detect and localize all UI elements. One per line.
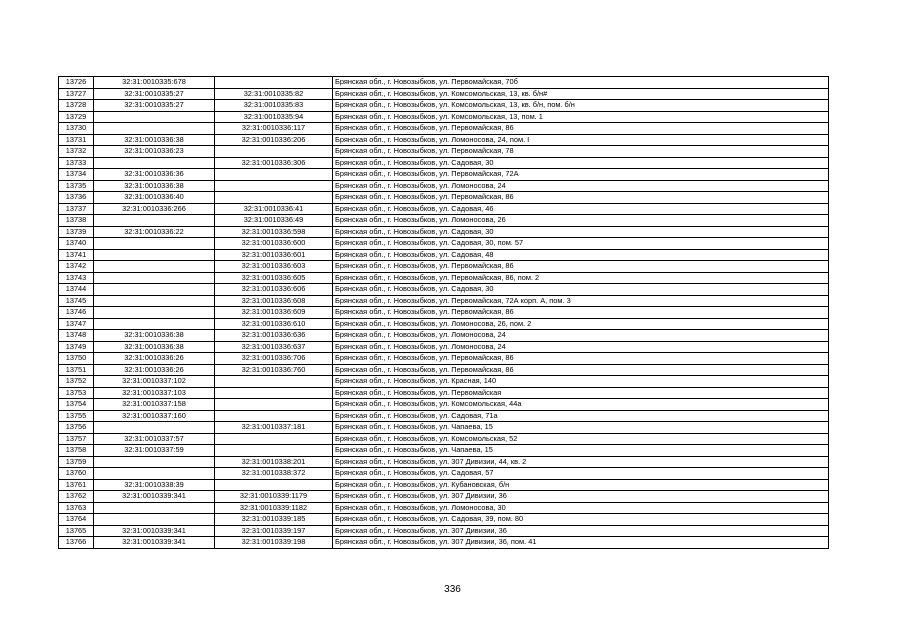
land-plot-cadastral-cell — [94, 295, 215, 307]
table-row — [59, 456, 829, 468]
address-cell: Брянская обл., г. Новозыбков, ул. Первомайская, 86 — [333, 192, 829, 204]
land-plot-cadastral-cell — [94, 284, 215, 296]
land-plot-cadastral-cell — [94, 307, 215, 319]
address-cell: Брянская обл., г. Новозыбков, ул. Ломоносова, 30 — [333, 502, 829, 514]
land-plot-cadastral-cell — [94, 123, 215, 135]
address-cell: Брянская обл., г. Новозыбков, ул. Ломоносова, 26 — [333, 215, 829, 227]
table-row — [59, 364, 829, 376]
table-row — [59, 445, 829, 457]
building-cadastral-cell — [215, 146, 333, 158]
table-row — [59, 100, 829, 112]
page-number: 336 — [444, 584, 461, 595]
row-number-cell: 13762 — [59, 491, 94, 503]
building-cadastral-cell: 32:31:0010336:636 — [215, 330, 333, 342]
building-cadastral-cell: 32:31:0010336:49 — [215, 215, 333, 227]
row-number-cell: 13728 — [59, 100, 94, 112]
land-plot-cadastral-cell — [94, 514, 215, 526]
building-cadastral-cell: 32:31:0010339:197 — [215, 525, 333, 537]
building-cadastral-cell: 32:31:0010336:603 — [215, 261, 333, 273]
land-plot-cadastral-cell: 32:31:0010339:341 — [94, 491, 215, 503]
building-cadastral-cell: 32:31:0010335:82 — [215, 88, 333, 100]
row-number-cell: 13754 — [59, 399, 94, 411]
building-cadastral-cell — [215, 433, 333, 445]
building-cadastral-cell: 32:31:0010336:117 — [215, 123, 333, 135]
table-row — [59, 479, 829, 491]
building-cadastral-cell: 32:31:0010339:1179 — [215, 491, 333, 503]
row-number-cell: 13740 — [59, 238, 94, 250]
row-number-cell: 13731 — [59, 134, 94, 146]
land-plot-cadastral-cell — [94, 238, 215, 250]
address-cell: Брянская обл., г. Новозыбков, ул. Ломоносова, 24 — [333, 341, 829, 353]
table-row — [59, 180, 829, 192]
address-cell: Брянская обл., г. Новозыбков, ул. Первомайская, 86 — [333, 307, 829, 319]
building-cadastral-cell — [215, 399, 333, 411]
land-plot-cadastral-cell: 32:31:0010339:341 — [94, 537, 215, 549]
row-number-cell: 13738 — [59, 215, 94, 227]
table-row — [59, 341, 829, 353]
land-plot-cadastral-cell: 32:31:0010336:38 — [94, 330, 215, 342]
row-number-cell: 13735 — [59, 180, 94, 192]
land-plot-cadastral-cell: 32:31:0010337:57 — [94, 433, 215, 445]
row-number-cell: 13744 — [59, 284, 94, 296]
row-number-cell: 13760 — [59, 468, 94, 480]
building-cadastral-cell: 32:31:0010336:706 — [215, 353, 333, 365]
land-plot-cadastral-cell — [94, 249, 215, 261]
address-cell: Брянская обл., г. Новозыбков, ул. Комсомольская, 13, кв. б/н# — [333, 88, 829, 100]
land-plot-cadastral-cell: 32:31:0010335:27 — [94, 88, 215, 100]
address-cell: Брянская обл., г. Новозыбков, ул. Чапаева, 15 — [333, 422, 829, 434]
building-cadastral-cell: 32:31:0010336:306 — [215, 157, 333, 169]
row-number-cell: 13730 — [59, 123, 94, 135]
address-cell: Брянская обл., г. Новозыбков, ул. Красная, 140 — [333, 376, 829, 388]
table-row — [59, 261, 829, 273]
building-cadastral-cell: 32:31:0010336:608 — [215, 295, 333, 307]
table-row — [59, 192, 829, 204]
address-cell: Брянская обл., г. Новозыбков, ул. 307 Дивизии, 36 — [333, 491, 829, 503]
table-row — [59, 422, 829, 434]
row-number-cell: 13736 — [59, 192, 94, 204]
land-plot-cadastral-cell — [94, 468, 215, 480]
address-cell: Брянская обл., г. Новозыбков, ул. Первомайская, 72А корп. А, пом. 3 — [333, 295, 829, 307]
address-cell: Брянская обл., г. Новозыбков, ул. Садовая, 30, пом. 57 — [333, 238, 829, 250]
land-plot-cadastral-cell: 32:31:0010336:38 — [94, 134, 215, 146]
land-plot-cadastral-cell — [94, 215, 215, 227]
building-cadastral-cell: 32:31:0010336:637 — [215, 341, 333, 353]
land-plot-cadastral-cell: 32:31:0010337:103 — [94, 387, 215, 399]
address-cell: Брянская обл., г. Новозыбков, ул. Чапаева, 15 — [333, 445, 829, 457]
row-number-cell: 13751 — [59, 364, 94, 376]
table-row — [59, 146, 829, 158]
row-number-cell: 13765 — [59, 525, 94, 537]
row-number-cell: 13753 — [59, 387, 94, 399]
row-number-cell: 13745 — [59, 295, 94, 307]
row-number-cell: 13748 — [59, 330, 94, 342]
table-row — [59, 88, 829, 100]
address-cell: Брянская обл., г. Новозыбков, ул. Садовая, 46 — [333, 203, 829, 215]
row-number-cell: 13746 — [59, 307, 94, 319]
table-row — [59, 376, 829, 388]
land-plot-cadastral-cell: 32:31:0010335:678 — [94, 77, 215, 89]
table-row — [59, 249, 829, 261]
building-cadastral-cell: 32:31:0010336:601 — [215, 249, 333, 261]
land-plot-cadastral-cell: 32:31:0010336:22 — [94, 226, 215, 238]
building-cadastral-cell: 32:31:0010339:198 — [215, 537, 333, 549]
table-row — [59, 514, 829, 526]
table-row — [59, 169, 829, 181]
building-cadastral-cell — [215, 479, 333, 491]
row-number-cell: 13759 — [59, 456, 94, 468]
row-number-cell: 13757 — [59, 433, 94, 445]
land-plot-cadastral-cell: 32:31:0010336:36 — [94, 169, 215, 181]
land-plot-cadastral-cell — [94, 272, 215, 284]
address-cell: Брянская обл., г. Новозыбков, ул. Ломоносова, 24 — [333, 330, 829, 342]
address-cell: Брянская обл., г. Новозыбков, ул. Комсомольская, 52 — [333, 433, 829, 445]
table-row — [59, 318, 829, 330]
land-plot-cadastral-cell: 32:31:0010336:26 — [94, 353, 215, 365]
row-number-cell: 13749 — [59, 341, 94, 353]
land-plot-cadastral-cell — [94, 502, 215, 514]
table-row — [59, 272, 829, 284]
row-number-cell: 13747 — [59, 318, 94, 330]
address-cell: Брянская обл., г. Новозыбков, ул. Садовая, 39, пом. 80 — [333, 514, 829, 526]
row-number-cell: 13761 — [59, 479, 94, 491]
address-cell: Брянская обл., г. Новозыбков, ул. 307 Дивизии, 36 — [333, 525, 829, 537]
land-plot-cadastral-cell: 32:31:0010336:26 — [94, 364, 215, 376]
address-cell: Брянская обл., г. Новозыбков, ул. 307 Дивизии, 36, пом. 41 — [333, 537, 829, 549]
building-cadastral-cell: 32:31:0010338:372 — [215, 468, 333, 480]
building-cadastral-cell — [215, 410, 333, 422]
building-cadastral-cell: 32:31:0010339:185 — [215, 514, 333, 526]
registry-table-body — [59, 77, 829, 549]
land-plot-cadastral-cell: 32:31:0010336:38 — [94, 341, 215, 353]
address-cell: Брянская обл., г. Новозыбков, ул. Ломоносова, 24, пом. I — [333, 134, 829, 146]
address-cell: Брянская обл., г. Новозыбков, ул. Первомайская, 86, пом. 2 — [333, 272, 829, 284]
table-row — [59, 410, 829, 422]
row-number-cell: 13732 — [59, 146, 94, 158]
address-cell: Брянская обл., г. Новозыбков, ул. Садовая, 71а — [333, 410, 829, 422]
table-row — [59, 502, 829, 514]
table-row — [59, 330, 829, 342]
table-row — [59, 284, 829, 296]
land-plot-cadastral-cell — [94, 157, 215, 169]
address-cell: Брянская обл., г. Новозыбков, ул. Первомайская, 72А — [333, 169, 829, 181]
table-row — [59, 387, 829, 399]
row-number-cell: 13750 — [59, 353, 94, 365]
table-row — [59, 353, 829, 365]
table-row — [59, 157, 829, 169]
address-cell: Брянская обл., г. Новозыбков, ул. Первомайская, 86 — [333, 261, 829, 273]
address-cell: Брянская обл., г. Новозыбков, ул. Первомайская — [333, 387, 829, 399]
row-number-cell: 13726 — [59, 77, 94, 89]
building-cadastral-cell — [215, 169, 333, 181]
address-cell: Брянская обл., г. Новозыбков, ул. Первомайская, 78 — [333, 146, 829, 158]
address-cell: Брянская обл., г. Новозыбков, ул. Первомайская, 86 — [333, 123, 829, 135]
building-cadastral-cell: 32:31:0010339:1182 — [215, 502, 333, 514]
land-plot-cadastral-cell — [94, 456, 215, 468]
address-cell: Брянская обл., г. Новозыбков, ул. Кубановская, б/н — [333, 479, 829, 491]
table-row — [59, 399, 829, 411]
building-cadastral-cell: 32:31:0010336:606 — [215, 284, 333, 296]
land-plot-cadastral-cell: 32:31:0010339:341 — [94, 525, 215, 537]
building-cadastral-cell: 32:31:0010338:201 — [215, 456, 333, 468]
row-number-cell: 13727 — [59, 88, 94, 100]
address-cell: Брянская обл., г. Новозыбков, ул. Садовая, 57 — [333, 468, 829, 480]
land-plot-cadastral-cell: 32:31:0010337:102 — [94, 376, 215, 388]
land-plot-cadastral-cell: 32:31:0010336:23 — [94, 146, 215, 158]
address-cell: Брянская обл., г. Новозыбков, ул. Садовая, 30 — [333, 157, 829, 169]
building-cadastral-cell: 32:31:0010336:760 — [215, 364, 333, 376]
table-row — [59, 215, 829, 227]
building-cadastral-cell: 32:31:0010336:610 — [215, 318, 333, 330]
table-row — [59, 134, 829, 146]
building-cadastral-cell: 32:31:0010336:609 — [215, 307, 333, 319]
table-row — [59, 238, 829, 250]
row-number-cell: 13763 — [59, 502, 94, 514]
building-cadastral-cell: 32:31:0010337:181 — [215, 422, 333, 434]
table-row — [59, 111, 829, 123]
row-number-cell: 13729 — [59, 111, 94, 123]
table-row — [59, 77, 829, 89]
building-cadastral-cell — [215, 192, 333, 204]
table-row — [59, 226, 829, 238]
table-row — [59, 203, 829, 215]
table-row — [59, 491, 829, 503]
land-plot-cadastral-cell — [94, 422, 215, 434]
building-cadastral-cell: 32:31:0010336:41 — [215, 203, 333, 215]
building-cadastral-cell — [215, 445, 333, 457]
land-plot-cadastral-cell: 32:31:0010338:39 — [94, 479, 215, 491]
building-cadastral-cell: 32:31:0010336:600 — [215, 238, 333, 250]
row-number-cell: 13766 — [59, 537, 94, 549]
address-cell: Брянская обл., г. Новозыбков, ул. Ломоносова, 26, пом. 2 — [333, 318, 829, 330]
land-plot-cadastral-cell: 32:31:0010337:59 — [94, 445, 215, 457]
address-cell: Брянская обл., г. Новозыбков, ул. 307 Дивизии, 44, кв. 2 — [333, 456, 829, 468]
land-plot-cadastral-cell: 32:31:0010337:160 — [94, 410, 215, 422]
row-number-cell: 13752 — [59, 376, 94, 388]
building-cadastral-cell: 32:31:0010336:206 — [215, 134, 333, 146]
building-cadastral-cell — [215, 180, 333, 192]
land-plot-cadastral-cell — [94, 261, 215, 273]
land-plot-cadastral-cell: 32:31:0010336:38 — [94, 180, 215, 192]
land-plot-cadastral-cell: 32:31:0010336:266 — [94, 203, 215, 215]
land-plot-cadastral-cell: 32:31:0010337:158 — [94, 399, 215, 411]
address-cell: Брянская обл., г. Новозыбков, ул. Первомайская, 70б — [333, 77, 829, 89]
row-number-cell: 13743 — [59, 272, 94, 284]
building-cadastral-cell — [215, 77, 333, 89]
building-cadastral-cell — [215, 387, 333, 399]
building-cadastral-cell: 32:31:0010335:94 — [215, 111, 333, 123]
land-plot-cadastral-cell: 32:31:0010336:40 — [94, 192, 215, 204]
address-cell: Брянская обл., г. Новозыбков, ул. Садовая, 30 — [333, 226, 829, 238]
row-number-cell: 13739 — [59, 226, 94, 238]
address-cell: Брянская обл., г. Новозыбков, ул. Садовая, 30 — [333, 284, 829, 296]
table-row — [59, 525, 829, 537]
land-plot-cadastral-cell: 32:31:0010335:27 — [94, 100, 215, 112]
row-number-cell: 13758 — [59, 445, 94, 457]
building-cadastral-cell — [215, 376, 333, 388]
land-plot-cadastral-cell — [94, 111, 215, 123]
address-cell: Брянская обл., г. Новозыбков, ул. Садовая, 48 — [333, 249, 829, 261]
row-number-cell: 13755 — [59, 410, 94, 422]
table-row — [59, 123, 829, 135]
row-number-cell: 13764 — [59, 514, 94, 526]
row-number-cell: 13734 — [59, 169, 94, 181]
address-cell: Брянская обл., г. Новозыбков, ул. Первомайская, 86 — [333, 353, 829, 365]
table-row — [59, 537, 829, 549]
row-number-cell: 13756 — [59, 422, 94, 434]
address-cell: Брянская обл., г. Новозыбков, ул. Первомайская, 86 — [333, 364, 829, 376]
address-cell: Брянская обл., г. Новозыбков, ул. Комсомольская, 13, кв. б/н, пом. б/н — [333, 100, 829, 112]
address-cell: Брянская обл., г. Новозыбков, ул. Ломоносова, 24 — [333, 180, 829, 192]
land-plot-cadastral-cell — [94, 318, 215, 330]
table-row — [59, 295, 829, 307]
row-number-cell: 13733 — [59, 157, 94, 169]
row-number-cell: 13741 — [59, 249, 94, 261]
table-row — [59, 433, 829, 445]
property-registry-table — [58, 76, 829, 549]
table-row — [59, 468, 829, 480]
building-cadastral-cell: 32:31:0010335:83 — [215, 100, 333, 112]
row-number-cell: 13742 — [59, 261, 94, 273]
table-row — [59, 307, 829, 319]
row-number-cell: 13737 — [59, 203, 94, 215]
building-cadastral-cell: 32:31:0010336:605 — [215, 272, 333, 284]
building-cadastral-cell: 32:31:0010336:598 — [215, 226, 333, 238]
address-cell: Брянская обл., г. Новозыбков, ул. Комсомольская, 44а — [333, 399, 829, 411]
address-cell: Брянская обл., г. Новозыбков, ул. Комсомольская, 13, пом. 1 — [333, 111, 829, 123]
